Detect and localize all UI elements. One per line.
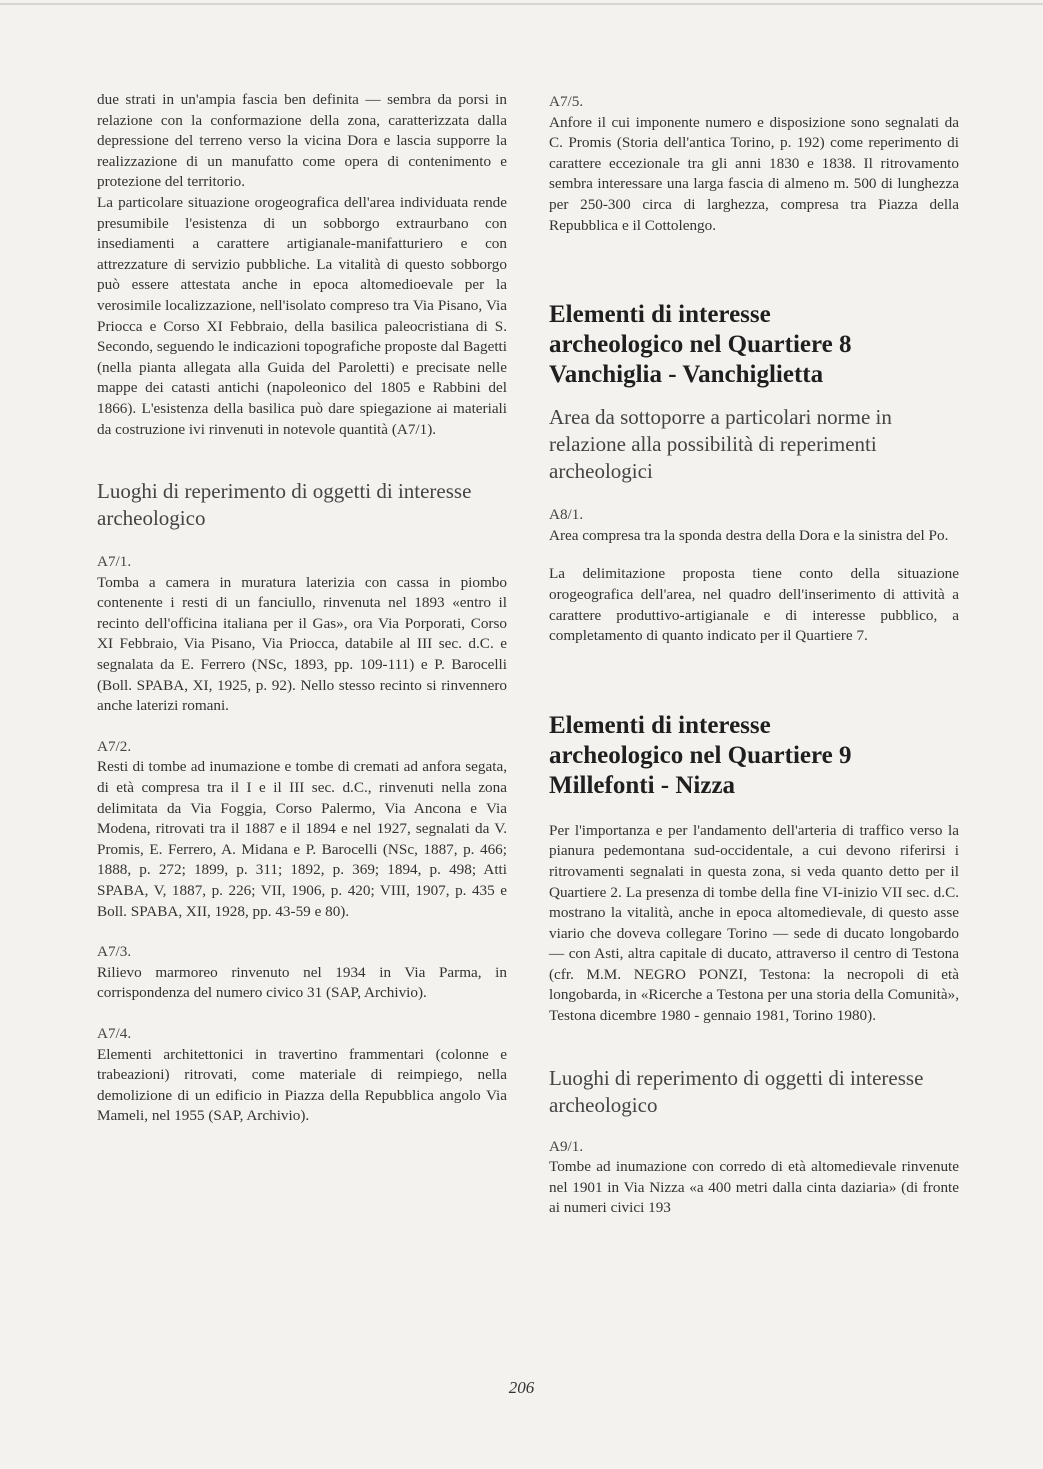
quartiere-9-heading bbox=[549, 711, 959, 801]
item-text: Tombe ad inumazione con corredo di età altomedievale rinvenute nel 1901 in Via Nizza «a 400 metri dalla cinta daziaria» (di fronte ai numeri civici 193 bbox=[549, 1158, 959, 1217]
list-item bbox=[97, 942, 507, 1004]
heading-line: archeologico nel Quartiere 9 bbox=[549, 741, 852, 769]
subtitle: Area da sottoporre a particolari norme in relazione alla possibilità di reperimenti archeologici bbox=[549, 405, 892, 484]
paragraph: La delimitazione proposta tiene conto della situazione orogeografica dell'area, nel quadro dell'inserimento di attività a carattere produttivo-artigianale e di interesse pubblico, a completamento di quanto indicato per il Quartiere 7. bbox=[549, 565, 959, 645]
item-ref: A7/5. bbox=[549, 93, 584, 110]
spacer bbox=[549, 1027, 959, 1065]
spacer bbox=[97, 532, 507, 552]
intro-paragraph-1: due strati in un'ampia fascia ben definita — sembra da porsi in relazione con la conformazione della zona, caratterizzata dalla depressione del terreno verso la vicina Dora e lascia supporre la realizzazione di un manufatto come opera di contenimento e protezione del territorio. bbox=[97, 91, 507, 191]
page-number: 206 bbox=[508, 1378, 535, 1397]
item-ref: A8/1. bbox=[549, 506, 584, 524]
quartiere-8-heading bbox=[549, 300, 959, 390]
item-text: Anfore il cui imponente numero e disposizione sono segnalati da C. Promis (Storia dell'antica Torino, p. 192) come reperimento di carattere eccezionale tra gli anni 1830 e 1838. Il ritrovamento sembra interessare una larga fascia di almeno m. 500 di lunghezza per 250-300 circa di larghezza, compresa tra Piazza della Repubblica e il Cottolengo. bbox=[549, 113, 959, 234]
item-text: Resti di tombe ad inumazione e tombe di cremati ad anfora segata, di età compresa tra il I e il III sec. d.C., rinvenuti nella zona delimitata da Via Foggia, Corso Palermo, Via Ancona e Via Modena, ritrovati tra il 1887 e il 1894 e nel 1927, segnalati da V. Promis, E. Ferrero, A. Midana e P. Barocelli (NSc, 1887, p. 466; 1888, p. 272; 1899, p. 311; 1892, p. 369; 1894, p. 498; Atti SPABA, V, 1887, p. 226; VII, 1906, p. 420; VIII, 1907, p. 435 e Boll. SPABA, XII, 1928, pp. 43-59 e 80). bbox=[97, 758, 507, 920]
spacer bbox=[549, 1119, 959, 1137]
item-ref: A7/3. bbox=[97, 943, 132, 961]
item-text: Area compresa tra la sponda destra della Dora e la sinistra del Po. bbox=[549, 526, 949, 544]
intro-paragraph-2: La particolare situazione orogeografica dell'area individuata rende presumibile l'esistenza di un sobborgo extraurbano con insediamenti a carattere artigianale-manifatturiero e con attrezzature di servizio pubbliche. La vitalità di questo sobborgo può essere attestata anche in epoca altomedioevale per la verosimile localizzazione, nell'isolato compreso tra Via Pisano, Via Priocca e Corso XI Febbraio, della basilica paleocristiana di S. Secondo, seguendo le indicazioni topografiche proposte dal Bagetti (nella pianta allegata alla Guida del Paroletti) e precisate nelle mappe dei catasti antichi (napoleonico del 1805 e Rabbini del 1866). L'esistenza della basilica può dare spiegazione ai materiali da costruzione ivi rinvenuti in notevole quantità (A7/1). bbox=[97, 193, 507, 438]
spacer bbox=[97, 717, 507, 737]
item-text: Rilievo marmoreo rinvenuto nel 1934 in Via Parma, in corrispondenza del numero civico 31 (SAP, Archivio). bbox=[97, 963, 507, 1002]
heading-line: Millefonti - Nizza bbox=[549, 771, 736, 799]
list-item bbox=[97, 552, 507, 717]
spacer bbox=[549, 647, 959, 711]
heading-line: Vanchiglia - Vanchiglietta bbox=[549, 361, 824, 389]
heading-line: Elementi di interesse bbox=[549, 301, 771, 329]
spacer bbox=[97, 440, 507, 478]
spacer bbox=[97, 1004, 507, 1024]
section-title: Luoghi di reperimento di oggetti di interesse archeologico bbox=[549, 1065, 924, 1117]
heading-line: archeologico nel Quartiere 8 bbox=[549, 331, 852, 359]
top-rule bbox=[0, 3, 1043, 5]
right-column bbox=[549, 92, 959, 1219]
item-text: Elementi architettonici in travertino frammentari (colonne e trabeazioni) ritrovati, come materiale di reimpiego, nella demolizione di un edificio in Piazza della Repubblica angolo Via Mameli, nel 1955 (SAP, Archivio). bbox=[97, 1045, 507, 1125]
spacer bbox=[549, 485, 959, 505]
spacer bbox=[549, 546, 959, 564]
item-ref: A9/1. bbox=[549, 1137, 584, 1155]
spacer bbox=[549, 801, 959, 821]
list-item bbox=[97, 1024, 507, 1127]
spacer bbox=[97, 922, 507, 942]
section-title: Luoghi di reperimento di oggetti di interesse archeologico bbox=[97, 479, 472, 531]
paragraph: Per l'importanza e per l'andamento dell'arteria di traffico verso la pianura pedemontana sud-occidentale, a cui devono riferirsi i ritrovamenti segnalati in questa zona, si veda quanto detto per il Quartiere 2. La presenza di tombe della fine VI-inizio VII sec. d.C. mostrano la vitalità, anche in epoca altomedievale, di questo asse viario che doveva collegare Torino — sede di ducato longobardo — con Asti, altra capitale di ducato, attraverso il centro di Testona (cfr. M.M. NEGRO PONZI, Testona: la necropoli di età longobarda, in «Ricerche a Testona per una storia della Comunità», Testona dicembre 1980 - gennaio 1981, Torino 1980). bbox=[549, 821, 959, 1025]
spacer bbox=[549, 236, 959, 300]
list-item bbox=[97, 737, 507, 922]
item-ref: A7/4. bbox=[97, 1024, 132, 1042]
item-text: Tomba a camera in muratura laterizia con cassa in piombo contenente i resti di un fanciullo, rinvenuta nel 1893 «entro il recinto dell'officina italiana per il Gas», ora Via Porporati, Corso XI Febbraio, Via Pisano, Via Priocca, databile al III sec. d.C. e segnalata da E. Ferrero (NSc, 1893, pp. 109-111) e P. Barocelli (Boll. SPABA, XI, 1925, p. 92). Nello stesso recinto si rinvennero anche laterizi romani. bbox=[97, 573, 507, 715]
spacer bbox=[549, 390, 959, 404]
item-ref: A7/2. bbox=[97, 737, 132, 755]
item-ref: A7/1. bbox=[97, 553, 132, 571]
left-column bbox=[97, 90, 507, 1127]
heading-line: Elementi di interesse bbox=[549, 711, 771, 739]
